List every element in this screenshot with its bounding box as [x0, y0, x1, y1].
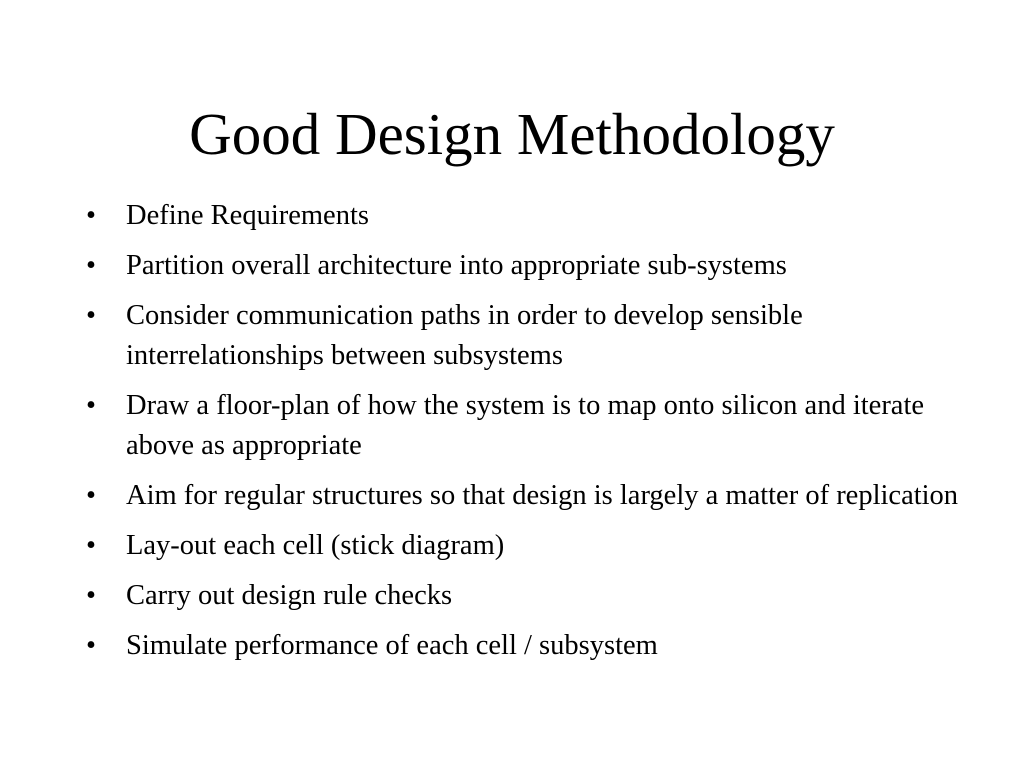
bullet-icon: •	[86, 480, 96, 511]
bullet-icon: •	[86, 390, 96, 421]
bullet-text: Draw a floor-plan of how the system is to map onto silicon and iterate above as appropriate	[126, 390, 925, 461]
bullet-text: Lay-out each cell (stick diagram)	[126, 530, 505, 561]
bullet-icon: •	[86, 530, 96, 561]
bullet-text: Aim for regular structures so that design is largely a matter of replication	[126, 480, 959, 511]
bullet-icon: •	[86, 630, 96, 661]
bullet-item	[86, 246, 966, 286]
bullet-text: Partition overall architecture into appropriate sub-systems	[126, 250, 787, 281]
bullet-list	[86, 196, 966, 676]
bullet-icon: •	[86, 200, 96, 231]
bullet-text: Define Requirements	[126, 200, 369, 231]
bullet-item	[86, 626, 966, 666]
bullet-item	[86, 296, 966, 376]
bullet-item	[86, 196, 966, 236]
slide-title: Good Design Methodology	[189, 101, 835, 167]
bullet-item	[86, 476, 966, 516]
bullet-item	[86, 576, 966, 616]
bullet-item	[86, 386, 966, 466]
bullet-text: Carry out design rule checks	[126, 580, 453, 611]
bullet-text: Simulate performance of each cell / subsystem	[126, 630, 658, 661]
bullet-item	[86, 526, 966, 566]
bullet-icon: •	[86, 250, 96, 281]
bullet-icon: •	[86, 300, 96, 331]
bullet-text: Consider communication paths in order to develop sensible interrelationships between subsystems	[126, 300, 803, 371]
bullet-icon: •	[86, 580, 96, 611]
